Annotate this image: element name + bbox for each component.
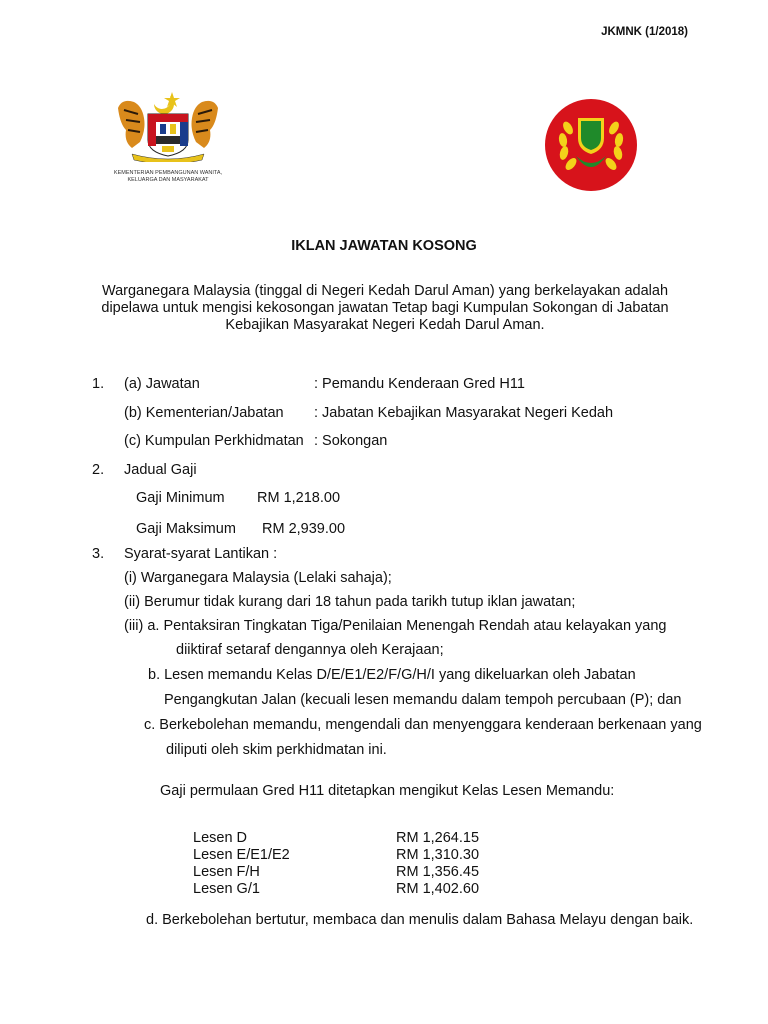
licence-pay: RM 1,264.15	[396, 830, 480, 846]
starting-salary-note: Gaji permulaan Gred H11 ditetapkan mengikut Kelas Lesen Memandu:	[160, 783, 615, 799]
section-1-number: 1.	[92, 376, 105, 392]
requirements-heading: Syarat-syarat Lantikan :	[124, 546, 278, 562]
page-title: IKLAN JAWATAN KOSONG	[291, 238, 477, 254]
ministry-name	[112, 170, 224, 183]
requirement-b-line-1: b. Lesen memandu Kelas D/E/E1/E2/F/G/H/I yang dikeluarkan oleh Jabatan	[148, 667, 636, 683]
licence-class: Lesen F/H	[193, 864, 260, 880]
job-title-label: (a) Jawatan	[124, 376, 200, 392]
kedah-emblem-logo	[544, 98, 638, 192]
requirement-ii: (ii) Berumur tidak kurang dari 18 tahun pada tarikh tutup iklan jawatan;	[124, 594, 576, 610]
min-salary-value: RM 1,218.00	[257, 490, 341, 506]
ministry-name-line-2: KELUARGA DAN MASYARAKAT	[127, 176, 209, 183]
min-salary-label: Gaji Minimum	[136, 490, 225, 506]
requirement-iii-a-line-1: (iii) a. Pentaksiran Tingkatan Tiga/Penilaian Menengah Rendah atau kelayakan yang	[124, 618, 667, 634]
intro-line-2: dipelawa untuk mengisi kekosongan jawatan Tetap bagi Kumpulan Sokongan di Jabatan	[101, 300, 669, 316]
requirement-iii-a-line-2: diiktiraf setaraf dengannya oleh Kerajaan;	[176, 642, 444, 658]
reference-code: JKMNK (1/2018)	[601, 26, 688, 38]
section-2-number: 2.	[92, 462, 105, 478]
requirement-i: (i) Warganegara Malaysia (Lelaki sahaja);	[124, 570, 392, 586]
ministry-name-line-1: KEMENTERIAN PEMBANGUNAN WANITA,	[113, 170, 223, 176]
intro-line-3: Kebajikan Masyarakat Negeri Kedah Darul Aman.	[225, 317, 545, 333]
requirement-c-line-1: c. Berkebolehan memandu, mengendali dan menyenggara kenderaan berkenaan yang	[144, 717, 702, 733]
service-group-value: : Sokongan	[314, 433, 388, 449]
requirement-d: d. Berkebolehan bertutur, membaca dan menulis dalam Bahasa Melayu dengan baik.	[146, 912, 694, 928]
kedah-emblem-icon	[544, 98, 638, 192]
service-group-label: (c) Kumpulan Perkhidmatan	[124, 433, 304, 449]
licence-class: Lesen E/E1/E2	[193, 847, 290, 863]
salary-schedule-heading: Jadual Gaji	[124, 462, 197, 478]
licence-pay: RM 1,310.30	[396, 847, 480, 863]
department-label: (b) Kementerian/Jabatan	[124, 405, 284, 421]
requirement-b-line-2: Pengangkutan Jalan (kecuali lesen memandu dalam tempoh percubaan (P); dan	[164, 692, 682, 708]
department-value: : Jabatan Kebajikan Masyarakat Negeri Kedah	[314, 405, 614, 421]
job-title-value: : Pemandu Kenderaan Gred H11	[314, 376, 525, 392]
licence-pay: RM 1,356.45	[396, 864, 480, 880]
coat-of-arms-logo	[112, 90, 224, 194]
section-3-number: 3.	[92, 546, 105, 562]
requirement-c-line-2: diliputi oleh skim perkhidmatan ini.	[166, 742, 387, 758]
coat-of-arms-icon	[112, 90, 224, 162]
max-salary-value: RM 2,939.00	[262, 521, 346, 537]
licence-class: Lesen G/1	[193, 881, 260, 897]
licence-pay: RM 1,402.60	[396, 881, 480, 897]
licence-class: Lesen D	[193, 830, 248, 846]
intro-line-1: Warganegara Malaysia (tinggal di Negeri Kedah Darul Aman) yang berkelayakan adalah	[101, 283, 669, 299]
max-salary-label: Gaji Maksimum	[136, 521, 236, 537]
